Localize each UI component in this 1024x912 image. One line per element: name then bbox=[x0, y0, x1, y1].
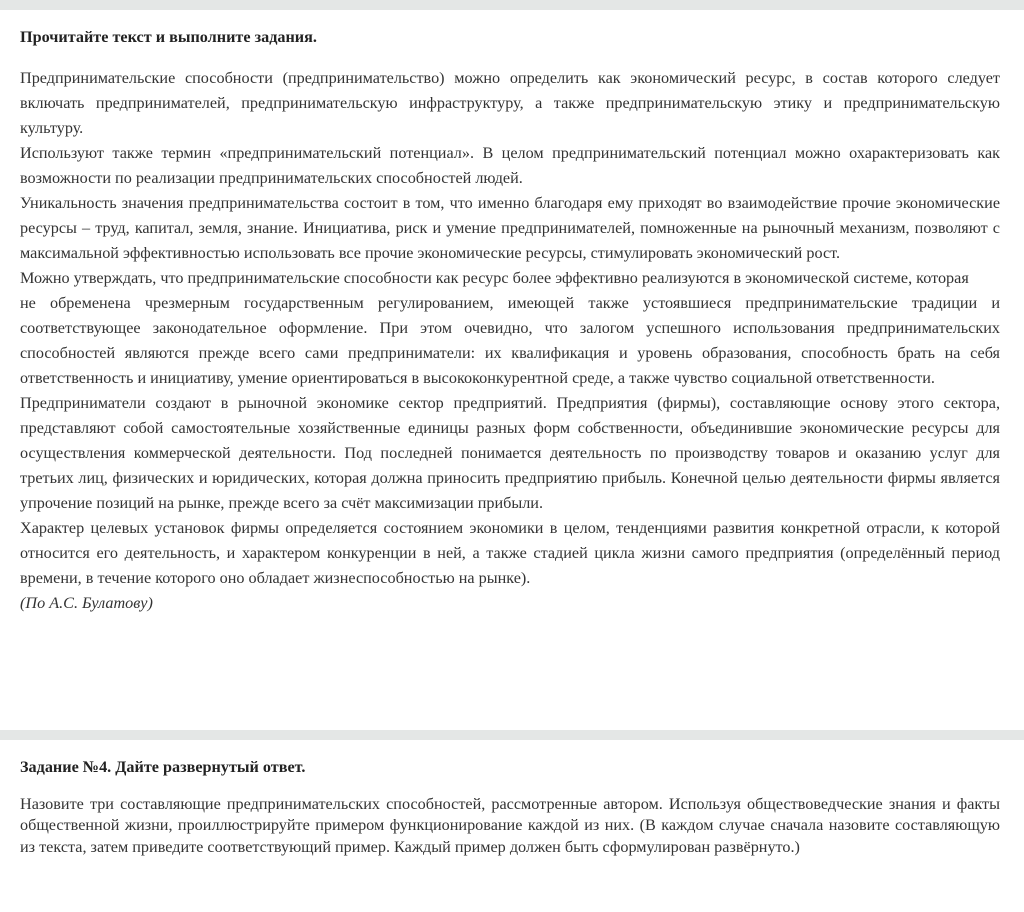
task-heading: Задание №4. Дайте развернутый ответ. bbox=[20, 758, 306, 776]
paragraph: не обременена чрезмерным государственным регулированием, имеющей также устоявшиеся предпринимательские традиции и соответствующее законодательное оформление. При этом очевидно, что залогом успешного использования предпринимательских способностей являются прежде всего сами предприниматели: их квалификация и уровень образования, способность брать на себя ответственность и инициативу, умение ориентироваться в высококонкурентной среде, а также чувство социальной ответственности. bbox=[20, 294, 1000, 387]
source-attribution: (По А.С. Булатову) bbox=[20, 594, 153, 612]
task-body bbox=[20, 794, 1000, 858]
reading-heading: Прочитайте текст и выполните задания. bbox=[20, 28, 317, 46]
paragraph: Предпринимательские способности (предпринимательство) можно определить как экономический ресурс, в состав которого следует включать предпринимателей, предпринимательскую инфраструктуру, а также предпринимательскую этику и предпринимательскую культуру. bbox=[20, 69, 1000, 137]
task-card bbox=[0, 740, 1024, 912]
paragraph: Характер целевых установок фирмы определяется состоянием экономики в целом, тенденциями развития конкретной отрасли, к которой относится его деятельность, и характером конкуренции в ней, а также стадией цикла жизни самого предприятия (определённый период времени, в течение которого оно обладает жизнеспособностью на рынке). bbox=[20, 519, 1000, 587]
reading-body bbox=[20, 66, 1000, 616]
reading-text-card bbox=[0, 10, 1024, 730]
paragraph: Предприниматели создают в рыночной экономике сектор предприятий. Предприятия (фирмы), составляющие основу этого сектора, представляют собой самостоятельные хозяйственные единицы разных форм собственности, объединившие экономические ресурсы для осуществления коммерческой деятельности. Под последней понимается деятельность по производству товаров и оказанию услуг для третьих лиц, физических и юридических, которая должна приносить предприятию прибыль. Конечной целью деятельности фирмы является упрочение позиций на рынке, прежде всего за счёт максимизации прибыли. bbox=[20, 394, 1000, 512]
paragraph: Уникальность значения предпринимательства состоит в том, что именно благодаря ему приходят во взаимодействие прочие экономические ресурсы – труд, капитал, земля, знание. Инициатива, риск и умение предпринимателей, помноженные на рыночный механизм, позволяют с максимальной эффективностью использовать все прочие экономические ресурсы, стимулировать экономический рост. bbox=[20, 194, 1000, 262]
task-text: Назовите три составляющие предпринимательских способностей, рассмотренные автором. Используя обществоведческие знания и факты общественной жизни, проиллюстрируйте примером функционирование каждой из них. (В каждом случае сначала назовите составляющую из текста, затем приведите соответствующий пример. Каждый пример должен быть сформулирован развёрнуто.) bbox=[20, 795, 1000, 856]
paragraph: Используют также термин «предпринимательский потенциал». В целом предпринимательский потенциал можно охарактеризовать как возможности по реализации предпринимательских способностей людей. bbox=[20, 144, 1000, 187]
paragraph: Можно утверждать, что предпринимательские способности как ресурс более эффективно реализуются в экономической системе, которая bbox=[20, 269, 969, 287]
